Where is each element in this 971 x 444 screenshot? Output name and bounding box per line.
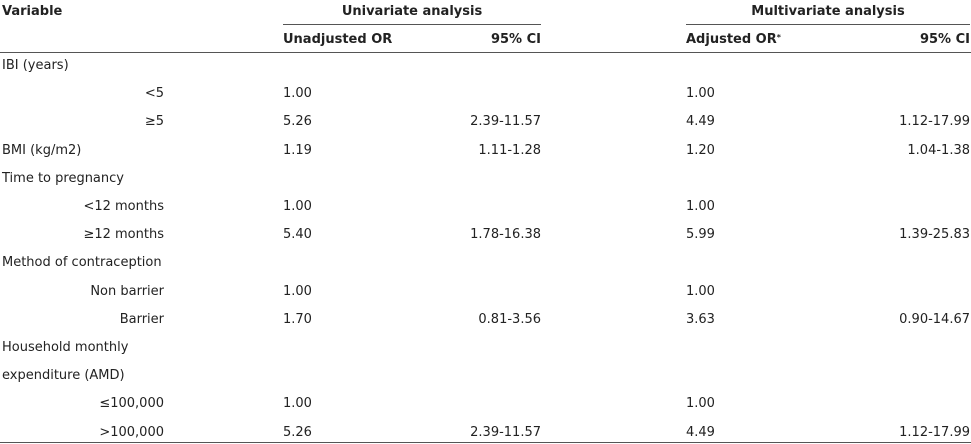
cell-ci-multivariate: 1.12-17.99 [899, 425, 970, 440]
cell-adjusted-or: 1.00 [686, 284, 715, 299]
cell-unadjusted-or: 5.26 [283, 425, 312, 440]
cell-adjusted-or: 1.20 [686, 143, 715, 158]
cell-unadjusted-or: 5.26 [283, 114, 312, 129]
row-label: Time to pregnancy [2, 171, 124, 186]
cell-ci-multivariate: 1.04-1.38 [907, 143, 970, 158]
univariate-rule [283, 24, 541, 25]
row-label: BMI (kg/m2) [2, 143, 82, 158]
cell-adjusted-or: 3.63 [686, 312, 715, 327]
header-multivariate: Multivariate analysis [751, 4, 905, 19]
row-label: ≤100,000 [99, 396, 164, 411]
row-label: Household monthly [2, 340, 129, 355]
header-ci-univariate: 95% CI [490, 32, 541, 47]
cell-adjusted-or: 1.00 [686, 86, 715, 101]
cell-unadjusted-or: 5.40 [283, 227, 312, 242]
cell-adjusted-or: 1.00 [686, 199, 715, 214]
header-adjusted-or: Adjusted OR* [686, 32, 781, 47]
adjusted-or-footnote-mark: * [776, 33, 781, 42]
cell-ci-univariate: 0.81-3.56 [478, 312, 541, 327]
cell-unadjusted-or: 1.00 [283, 396, 312, 411]
cell-ci-univariate: 2.39-11.57 [470, 425, 541, 440]
row-label: Non barrier [90, 284, 164, 299]
header-variable: Variable [2, 4, 63, 19]
cell-unadjusted-or: 1.19 [283, 143, 312, 158]
cell-ci-multivariate: 0.90-14.67 [899, 312, 970, 327]
cell-adjusted-or: 5.99 [686, 227, 715, 242]
row-label: expenditure (AMD) [2, 368, 125, 383]
row-label: ≥12 months [83, 227, 164, 242]
cell-adjusted-or: 1.00 [686, 396, 715, 411]
cell-ci-univariate: 2.39-11.57 [470, 114, 541, 129]
header-ci-multivariate: 95% CI [919, 32, 970, 47]
cell-ci-univariate: 1.78-16.38 [470, 227, 541, 242]
row-label: <5 [144, 86, 164, 101]
row-label: IBI (years) [2, 58, 69, 73]
cell-adjusted-or: 4.49 [686, 425, 715, 440]
header-univariate: Univariate analysis [341, 4, 483, 19]
cell-ci-multivariate: 1.12-17.99 [899, 114, 970, 129]
header-unadjusted-or: Unadjusted OR [283, 32, 393, 47]
cell-unadjusted-or: 1.00 [283, 86, 312, 101]
cell-unadjusted-or: 1.00 [283, 199, 312, 214]
row-label: Method of contraception [2, 255, 162, 270]
header-bottom-rule [0, 52, 971, 53]
row-label: >100,000 [99, 425, 164, 440]
cell-adjusted-or: 4.49 [686, 114, 715, 129]
cell-unadjusted-or: 1.00 [283, 284, 312, 299]
row-label: <12 months [83, 199, 164, 214]
cell-unadjusted-or: 1.70 [283, 312, 312, 327]
cell-ci-univariate: 1.11-1.28 [478, 143, 541, 158]
cell-ci-multivariate: 1.39-25.83 [899, 227, 970, 242]
row-label: ≥5 [144, 114, 164, 129]
multivariate-rule [686, 24, 970, 25]
row-label: Barrier [119, 312, 164, 327]
table-bottom-rule [0, 442, 971, 443]
